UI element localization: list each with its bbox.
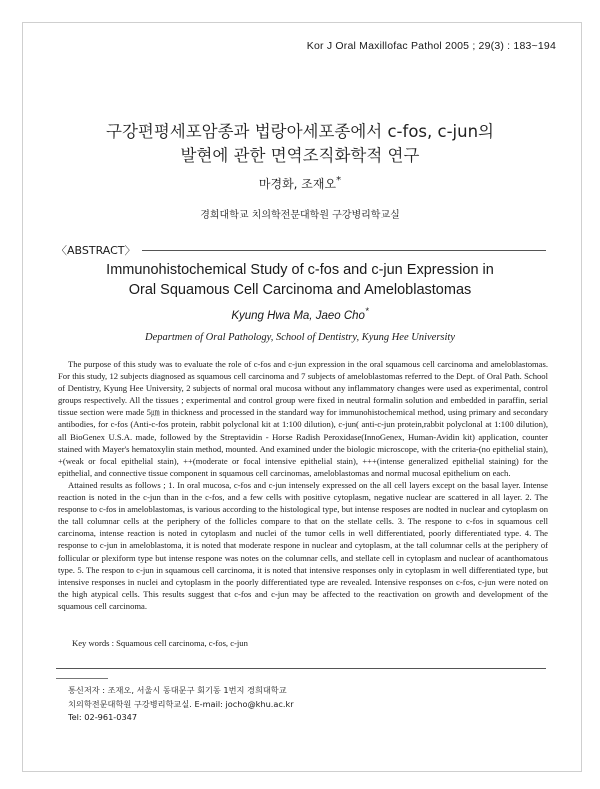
correspondence: [68, 684, 294, 725]
correspondence-line1: 통신저자 : 조재오, 서울시 동대문구 회기동 1번지 경희대학교: [68, 685, 287, 695]
keywords: Key words : Squamous cell carcinoma, c-fos, c-jun: [72, 638, 248, 648]
english-authors-text: Kyung Hwa Ma, Jaeo Cho: [231, 309, 365, 322]
english-author-mark: *: [364, 306, 369, 317]
abstract-body: [58, 358, 548, 612]
english-title-line2: Oral Squamous Cell Carcinoma and Ameloblastomas: [128, 282, 472, 298]
english-title-line1: Immunohistochemical Study of c-fos and c-jun Expression in: [106, 262, 494, 278]
abstract-label: 〈ABSTRACT〉: [56, 242, 142, 258]
korean-title-line2: 발현에 관한 면역조직화학적 연구: [180, 146, 420, 165]
korean-authors: [0, 175, 600, 192]
abstract-paragraph-1: The purpose of this study was to evaluate the role of c-fos and c-jun expression in the oral squamous cell carcinoma and ameloblastomas. For this study, 12 subjects diagnosed as squamous cell carcinoma and 7 subjects of ameloblastomas referred to the Dept. of Oral Path. School of Dentistry, Kyung Hee University, 2 subjects of normal oral mucosa without any inflammatory changes were used as experimental, control groups respectively. All the tissues ; experimental and control group were fixed in neutral formalin solution and embedded in paraffin, serial tissue section were made 5㎛ in thickness and processed in the standard way for immunohistochemical method, using primary and secondary antibodies, for c-fos (Anti-c-fos protein, rabbit polyclonal kit at 1:100 dilution), c-jun( anti-c-jun protein,rabbit polyclonal at 1:100 dilution), all BioGenex U.S.A. made, followed by the Streptavidin - Horse Radish Peroxidase(InnoGenex, Human-Avidin kit) application, counter stained with Mayer's hematoxylin stain method, mounted. And examined under the biologic microscope, with the criteria-(no epithelial stain), +(weak or focal epithelial stain), ++(moderate or focal intensive epithelial stain), +++(intense generalized epithelial staining) for the epithelial, and connective tissue component in squamous cell carcinomas, ameloblastomas and normal mucosal epithelium on each.: [58, 359, 548, 478]
bottom-rule: [56, 668, 546, 669]
english-authors: [0, 306, 600, 322]
correspondence-rule: [56, 678, 108, 679]
running-header: Kor J Oral Maxillofac Pathol 2005 ; 29(3) : 183~194: [306, 40, 556, 52]
author-mark: *: [336, 175, 342, 186]
correspondence-line2: 치의학전문대학원 구강병리학교실. E-mail: jocho@khu.ac.kr: [68, 698, 294, 709]
correspondence-line3: Tel: 02-961-0347: [68, 712, 138, 722]
korean-authors-text: 마경화, 조재오: [258, 177, 337, 191]
korean-affiliation: 경희대학교 치의학전문대학원 구강병리학교실: [200, 210, 400, 221]
korean-title-line1: 구강편평세포암종과 법랑아세포종에서 c-fos, c-jun의: [106, 122, 494, 141]
english-affiliation: Departmen of Oral Pathology, School of Dentistry, Kyung Hee University: [145, 332, 455, 343]
abstract-paragraph-2: Attained results as follows ; 1. In oral mucosa, c-fos and c-jun intensely expressed on the all cell layers except on the basal layer. Intense reaction is noted in the c-jun than in the c-fos, and a few cells with positive cytoplasm, negative nuclear are scattered in all layer. 2. The response to c-fos in ameloblastomas, is various according to the histological type, but intense resposes are nodted in nuclear and cytoplasm on the tall columnar cells at the periphery of the follicles compare to that on the stellate cells. 3. The respone to c-fos in squamous cell carcinoma, intense reaction is noted in cytoplasm and nuclei of the tumor cells in well differentiated, poorly differentiated type. 4. The response to c-jun in ameloblastoma, it is noted that moderate respone in nuclear and cytoplasm, at the tall columnar cells at the periphery of follicular or plexiform type but intense respone was notes on the columnar cells, and stellate cell in cytoplasm and nuclear of acanthomatous type. 5. The respon to c-jun in squamous cell carcinoma, it is noted that intensive responses only in cytoplasm in well differentiated type, but intensive responses in nuclei and cytoplasm in the poorly differentiated type are revealed. Intensive responses on c-fos, c-jun were noted on the high atypical cells. This results suggest that c-fos and c-jun may be affected to the reactivation on growth and development of the squamous cell carcinoma.: [58, 479, 548, 611]
